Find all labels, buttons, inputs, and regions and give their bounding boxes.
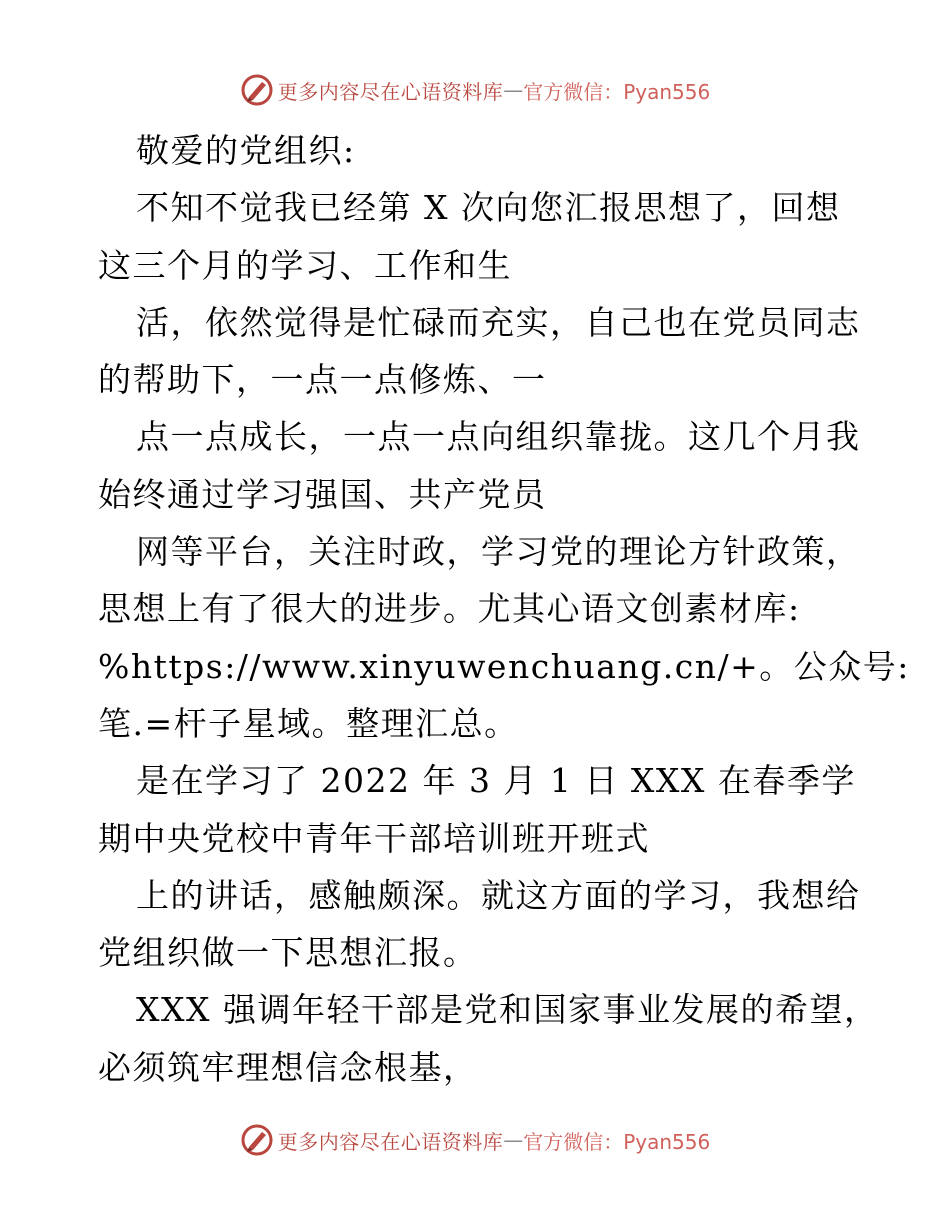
banner-separator: — (503, 78, 524, 102)
document-body (98, 122, 910, 1096)
text-line: 的帮助下，一点一点修炼、一 (98, 360, 547, 400)
text-line: 点一点成长，一点一点向组织靠拢。这几个月我 (136, 417, 861, 457)
pen-circle-icon (240, 1123, 274, 1157)
text-line: 期中央党校中青年干部培训班开班式 (98, 818, 650, 858)
banner-text: 更多内容尽在心语资料库 (277, 79, 504, 104)
header-banner (0, 70, 950, 110)
text-line: 党组织做一下思想汇报。 (98, 933, 478, 973)
text-line: 必须筑牢理想信念根基， (98, 1047, 478, 1087)
text-line: 网等平台，关注时政，学习党的理论方针政策， (136, 532, 861, 572)
text-line: 这三个月的学习、工作和生 (98, 245, 512, 285)
text-line: 上的讲话，感触颇深。就这方面的学习，我想给 (136, 875, 861, 915)
pen-circle-icon (240, 73, 274, 107)
text-line: 笔.=杆子星域。整理汇总。 (98, 703, 519, 743)
banner-separator: — (503, 1128, 524, 1152)
footer-banner (0, 1120, 950, 1160)
text-line: XXX 强调年轻干部是党和国家事业发展的希望， (136, 990, 879, 1030)
text-line: 不知不觉我已经第 X 次向您汇报思想了，回想 (136, 188, 841, 228)
text-line: 是在学习了 2022 年 3 月 1 日 XXX 在春季学 (136, 761, 856, 801)
banner-wechat: 官方微信：Pyan556 (523, 79, 711, 104)
text-line: 敬爱的党组织: (136, 131, 356, 170)
banner-text: 更多内容尽在心语资料库 (277, 1129, 504, 1154)
text-line: %https://www.xinyuwenchuang.cn/+。公众号: (98, 646, 910, 686)
text-line: 始终通过学习强国、共产党员 (98, 474, 547, 514)
banner-wechat: 官方微信：Pyan556 (523, 1129, 711, 1154)
text-line: 活，依然觉得是忙碌而充实，自己也在党员同志 (136, 302, 861, 342)
text-line: 思想上有了很大的进步。尤其心语文创素材库: (98, 589, 801, 629)
